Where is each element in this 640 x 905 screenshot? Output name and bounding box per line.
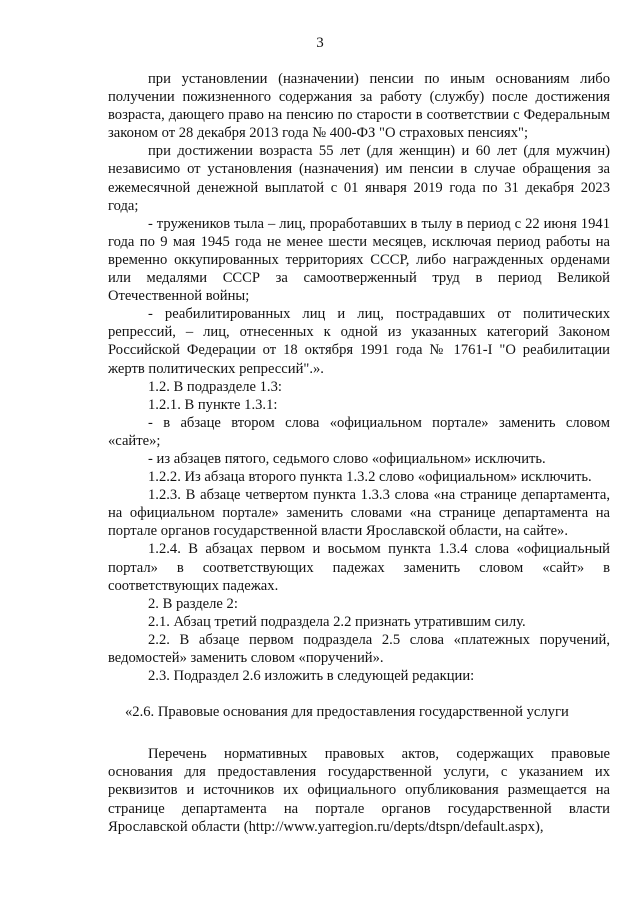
body-paragraph: 2.3. Подраздел 2.6 изложить в следующей редакции: [148,668,475,685]
body-paragraph: - в абзаце втором слова «официальном портале» заменить словом «сайте»; [108,414,610,449]
section-heading: «2.6. Правовые основания для предоставления государственной услуги [125,704,569,721]
closing-paragraph: Перечень нормативных правовых актов, содержащих правовые основания для предоставления государственной услуги, с указанием их реквизитов и источников их официального опубликования размещается на странице департамента на портале органов государственной власти Ярославской области (http://www.yarregion.ru/depts/dtspn/default.aspx), [108,746,610,835]
body-paragraph: 2. В разделе 2: [148,595,238,612]
body-paragraph: - из абзацев пятого, седьмого слово «официальном» исключить. [148,450,546,467]
body-paragraph: 1.2. В подразделе 1.3: [148,378,282,395]
body-paragraph: при установлении (назначении) пенсии по иным основаниям либо получении пожизненного содержания за работу (службу) после достижения возраста, дающего право на пенсию по старости в соответствии с Федеральным законом от 28 декабря 2013 года № 400-ФЗ "О страховых пенсиях"; [108,71,610,142]
body-paragraph: 1.2.2. Из абзаца второго пункта 1.3.2 слово «официальном» исключить. [148,469,592,486]
page-number: 3 [316,35,324,51]
body-paragraph: - реабилитированных лиц и лиц, пострадавших от политических репрессий, – лиц, отнесенных к одной из указанных категорий Законом Российской Федерации от 18 октября 1991 года № 1761-I "О реабилитации жертв политических репрессий".». [108,306,610,377]
body-paragraph: 1.2.3. В абзаце четвертом пункта 1.3.3 слова «на странице департамента, на официальном портале» заменить словами «на странице департамента на портале органов государственной власти Ярославской области, на сайте». [108,487,610,540]
body-paragraph: 1.2.4. В абзацах первом и восьмом пункта 1.3.4 слова «официальный портал» в соответствующих падежах заменить словом «сайт» в соответствующих падежах. [108,541,610,594]
body-paragraph: 1.2.1. В пункте 1.3.1: [148,396,278,413]
body-paragraph: 2.1. Абзац третий подраздела 2.2 признать утратившим силу. [148,613,526,630]
body-paragraph: 2.2. В абзаце первом подраздела 2.5 слова «платежных поручений, ведомостей» заменить словом «поручений». [108,631,610,666]
body-paragraph: - тружеников тыла – лиц, проработавших в тылу в период с 22 июня 1941 года по 9 мая 1945 года не менее шести месяцев, исключая период работы на временно оккупированных территориях СССР, либо награжденных орденами или медалями СССР за самоотверженный труд в период Великой Отечественной войны; [108,215,610,305]
body-paragraph: при достижении возраста 55 лет (для женщин) и 60 лет (для мужчин) независимо от установления (назначения) им пенсии в случае обращения за ежемесячной денежной выплатой с 01 января 2019 года по 31 декабря 2023 года; [108,143,610,214]
document-body [108,70,610,836]
